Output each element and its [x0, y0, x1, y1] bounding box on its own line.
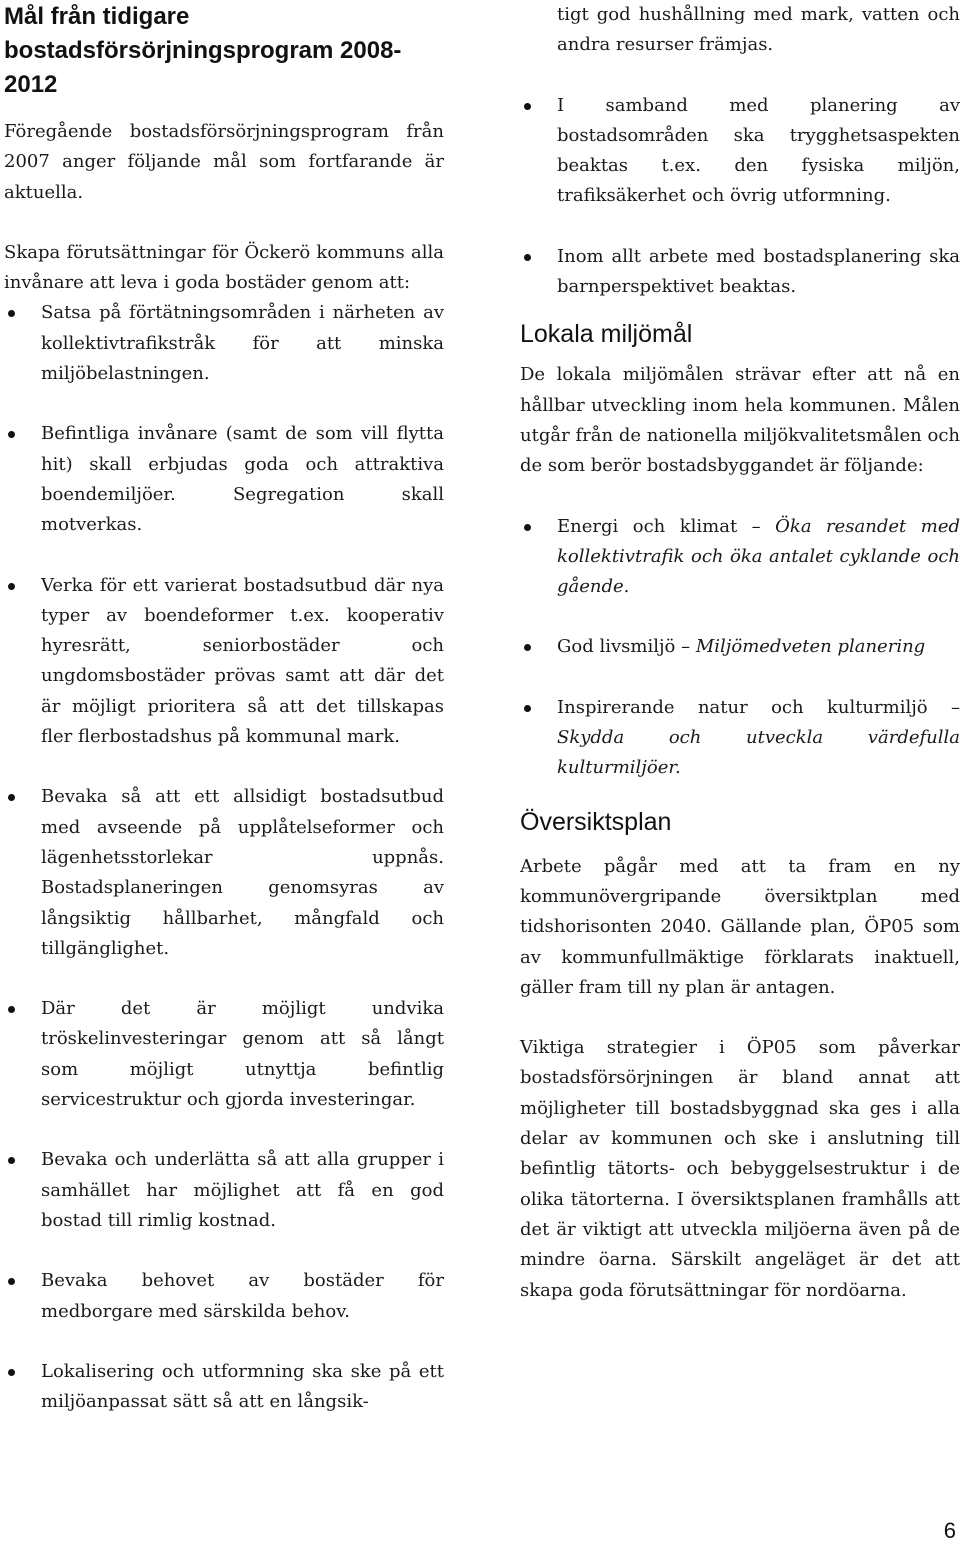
- list-item: [520, 632, 960, 662]
- list-item: Bevaka och underlätta så att alla grupper i samhället har möjlighet att få en god bostad till rimlig kostnad.: [4, 1145, 444, 1236]
- list-item: Bevaka så att ett allsidigt bostadsutbud med avseende på upplåtelseformer och lägenhetsstorlekar uppnås. Bostadsplaneringen genomsyras av långsiktig hållbarhet, mångfald och tillgänglighet.: [4, 782, 444, 964]
- list-item: Verka för ett varierat bostadsutbud där nya typer av boendeformer t.ex. kooperativ hyresrätt, seniorbostäder och ungdomsbostäder prövas samt att där det är möjligt prioritera så att det tillskapas fler flerbostadshus på kommunal mark.: [4, 571, 444, 753]
- list-item: Inom allt arbete med bostadsplanering ska barnperspektivet beaktas.: [520, 242, 960, 303]
- goal-list-continued: [520, 0, 960, 302]
- list-item: [520, 693, 960, 784]
- miljo-paragraph: De lokala miljömålen strävar efter att nå en hållbar utveckling inom hela kommunen. Målen utgår från de nationella miljökvalitetsmålen och de som berör bostadsbyggandet är följande:: [520, 364, 960, 477]
- goal-label: Inspirerande natur och kulturmiljö –: [557, 696, 960, 718]
- heading-oversiktsplan: Översiktsplan: [520, 807, 672, 836]
- heading-lokala-miljomal: Lokala miljömål: [520, 320, 693, 349]
- list-item: Där det är möjligt undvika tröskelinvesteringar genom att så långt som möjligt utnyttja befintlig servicestruktur och gjorda investeringar.: [4, 994, 444, 1115]
- goal-text: Miljömedveten planering: [695, 636, 926, 658]
- miljo-goal-list: [520, 512, 960, 784]
- goal-label: God livsmiljö –: [557, 636, 696, 658]
- section-title: Mål från tidigare bostadsförsörjningsprogram 2008-2012: [4, 3, 402, 98]
- list-item: [520, 512, 960, 603]
- lead-paragraph: Skapa förutsättningar för Öckerö kommuns alla invånare att leva i goda bostäder genom att:: [4, 241, 444, 294]
- list-item: Satsa på förtätningsområden i närheten av kollektivtrafikstråk för att minska miljöbelastningen.: [4, 298, 444, 389]
- right-column: [520, 0, 960, 1306]
- list-item: Bevaka behovet av bostäder för medborgare med särskilda behov.: [4, 1266, 444, 1327]
- op-paragraph-1: Arbete pågår med att ta fram en ny kommunövergripande översiktplan med tidshorisonten 2040. Gällande plan, ÖP05 som av kommunfullmäktige förklarats inaktuell, gäller fram till ny plan är antagen.: [520, 855, 960, 998]
- goal-text: Skydda och utveckla värdefulla kulturmiljöer.: [557, 727, 960, 779]
- intro-paragraph: Föregående bostadsförsörjningsprogram från 2007 anger följande mål som fortfarande är aktuella.: [4, 121, 444, 203]
- list-item-continuation: tigt god hushållning med mark, vatten och andra resurser främjas.: [557, 4, 960, 56]
- list-item: Lokalisering och utformning ska ske på ett miljöanpassat sätt så att en långsik-: [4, 1357, 444, 1418]
- list-item: I samband med planering av bostadsområden ska trygghetsaspekten beaktas t.ex. den fysiska miljön, trafiksäkerhet och övrig utformning.: [520, 91, 960, 212]
- left-column: [4, 0, 444, 1417]
- op-paragraph-2: Viktiga strategier i ÖP05 som påverkar bostadsförsörjningen är bland annat att möjligheter till bostadsbyggnad ska ges i alla delar av kommunen och ske i anslutning till befintlig tätorts- och bebyggelsestruktur i de olika tätorterna. I översiktsplanen framhålls att det är viktigt att utveckla miljöerna även på de mindre öarna. Särskilt angeläget är det att skapa goda förutsättningar för nordöarna.: [520, 1037, 960, 1301]
- goal-label: Energi och klimat –: [557, 515, 776, 537]
- goal-list: [4, 298, 444, 1417]
- page-number: 6: [943, 1518, 956, 1543]
- list-item: Befintliga invånare (samt de som vill flytta hit) skall erbjudas goda och attraktiva boendemiljöer. Segregation skall motverkas.: [4, 419, 444, 540]
- goal-text: Öka resandet med kollektivtrafik och öka antalet cyklande och gående.: [557, 515, 960, 598]
